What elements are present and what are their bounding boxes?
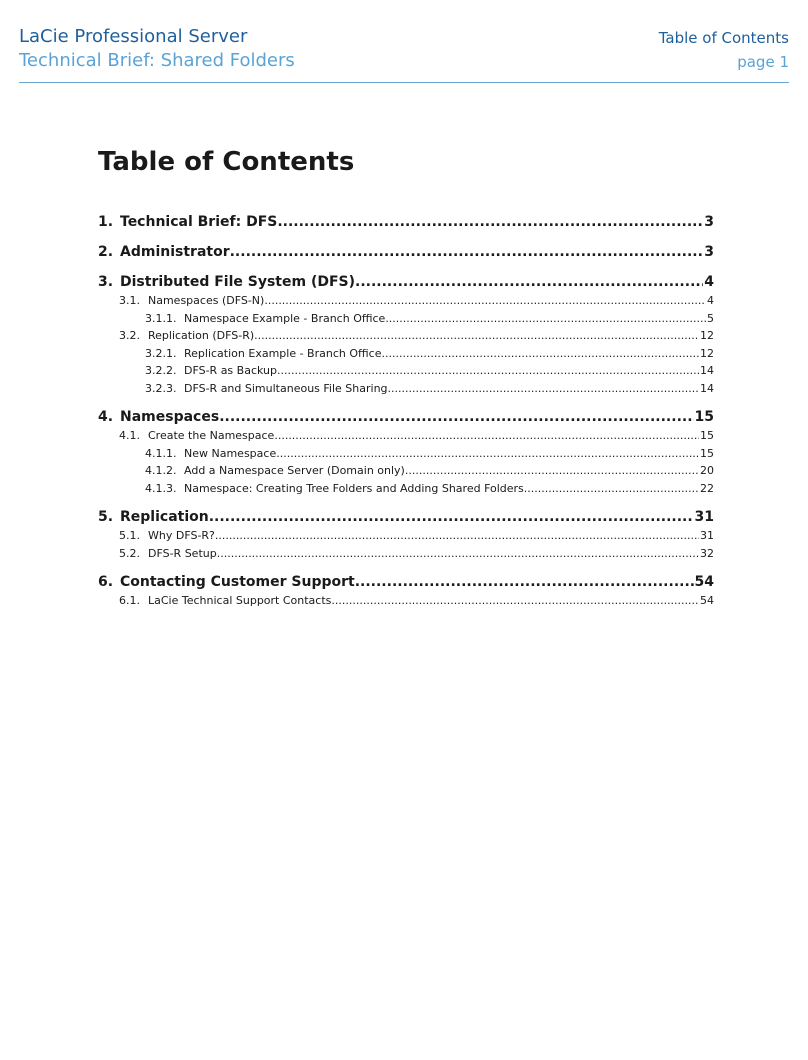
toc-entry-number: 6.1. xyxy=(119,594,140,607)
toc-entry-page: 15 xyxy=(694,409,714,425)
toc-dot-leader xyxy=(230,242,704,262)
toc-entry-number: 2. xyxy=(98,244,114,260)
toc-entry-title: DFS-R Setup xyxy=(148,546,217,560)
toc-entry-level-3[interactable] xyxy=(98,380,714,398)
toc-entry-level-2[interactable] xyxy=(98,427,714,445)
toc-entry-title: Distributed File System (DFS) xyxy=(120,274,356,290)
toc-entry-page: 32 xyxy=(700,546,714,560)
toc-entry-page: 15 xyxy=(700,446,714,460)
toc-entry-page: 12 xyxy=(700,346,714,360)
toc-entry-title: New Namespace xyxy=(184,446,277,460)
toc-entry-number: 3.2.3. xyxy=(145,381,177,395)
toc-entry-level-3[interactable] xyxy=(98,480,714,498)
toc-entry-level-1[interactable] xyxy=(98,242,714,262)
toc-entry-level-2[interactable] xyxy=(98,545,714,563)
toc-dot-leader xyxy=(215,527,699,545)
toc-entry-level-1[interactable] xyxy=(98,212,714,232)
toc-entry-number: 1. xyxy=(98,214,114,230)
toc-entry-number: 5.2. xyxy=(119,546,140,560)
toc-entry-title: Administrator xyxy=(120,244,230,260)
toc-dot-leader xyxy=(276,445,699,463)
toc-entry-number: 4.1.1. xyxy=(145,446,177,460)
toc-entry-level-1[interactable] xyxy=(98,407,714,427)
toc-entry-number: 5. xyxy=(98,509,114,525)
toc-entry-page: 20 xyxy=(700,464,714,477)
section-name: Table of Contents xyxy=(658,29,789,47)
toc-entry-page: 54 xyxy=(700,594,714,607)
toc-entry-number: 3.2.1. xyxy=(145,346,177,360)
toc-entry-number: 5.1. xyxy=(119,529,140,542)
toc-dot-leader xyxy=(388,380,699,398)
toc-dot-leader xyxy=(385,310,706,328)
toc-entry-number: 4.1.2. xyxy=(145,464,177,477)
toc-dot-leader xyxy=(277,362,699,380)
toc-entry-level-2[interactable] xyxy=(98,327,714,345)
toc-entry-title: Replication xyxy=(120,509,209,525)
toc-dot-leader xyxy=(217,545,699,563)
toc-dot-leader xyxy=(274,427,699,445)
toc-entry-page: 14 xyxy=(700,364,714,377)
toc-entry-page: 4 xyxy=(704,274,714,290)
toc-entry-level-3[interactable] xyxy=(98,310,714,328)
toc-entry-number: 4. xyxy=(98,409,114,425)
toc-dot-leader xyxy=(331,592,699,610)
toc-entry-page: 5 xyxy=(707,311,714,325)
toc-entry-page: 14 xyxy=(700,381,714,395)
toc-entry-page: 22 xyxy=(700,481,714,495)
toc-entry-level-3[interactable] xyxy=(98,362,714,380)
toc-entry-title: Add a Namespace Server (Domain only) xyxy=(184,464,405,477)
toc-entry-level-3[interactable] xyxy=(98,462,714,480)
toc-entry-title: Namespace Example - Branch Office xyxy=(184,311,386,325)
toc-entry-title: Replication Example - Branch Office xyxy=(184,346,382,360)
page-number: page 1 xyxy=(737,53,789,71)
toc-entry-level-3[interactable] xyxy=(98,445,714,463)
toc-entry-number: 6. xyxy=(98,574,114,590)
toc-entry-number: 3.1. xyxy=(119,294,140,307)
table-of-contents xyxy=(98,212,714,610)
toc-entry-number: 4.1. xyxy=(119,429,140,442)
toc-entry-page: 3 xyxy=(704,214,714,230)
toc-entry-page: 15 xyxy=(700,429,714,442)
toc-entry-level-2[interactable] xyxy=(98,592,714,610)
toc-entry-number: 3.2. xyxy=(119,329,140,342)
toc-dot-leader xyxy=(277,212,703,232)
toc-entry-level-1[interactable] xyxy=(98,507,714,527)
toc-entry-level-2[interactable] xyxy=(98,527,714,545)
toc-entry-title: Namespaces (DFS-N) xyxy=(148,294,265,307)
toc-dot-leader xyxy=(355,572,694,592)
toc-entry-page: 31 xyxy=(700,529,714,542)
toc-entry-page: 4 xyxy=(707,294,714,307)
toc-entry-number: 3.1.1. xyxy=(145,311,177,325)
toc-entry-title: Technical Brief: DFS xyxy=(120,214,278,230)
toc-entry-page: 12 xyxy=(700,329,714,342)
toc-entry-title: Namespace: Creating Tree Folders and Adding Shared Folders xyxy=(184,481,524,495)
toc-dot-leader xyxy=(209,507,694,527)
toc-entry-level-1[interactable] xyxy=(98,572,714,592)
page-title: Table of Contents xyxy=(98,147,355,177)
toc-entry-level-3[interactable] xyxy=(98,345,714,363)
toc-entry-number: 4.1.3. xyxy=(145,481,177,495)
toc-dot-leader xyxy=(524,480,699,498)
toc-entry-page: 31 xyxy=(694,509,714,525)
toc-dot-leader xyxy=(219,407,693,427)
toc-entry-number: 3.2.2. xyxy=(145,364,177,377)
toc-entry-title: DFS-R and Simultaneous File Sharing xyxy=(184,381,388,395)
toc-entry-level-2[interactable] xyxy=(98,292,714,310)
toc-dot-leader xyxy=(355,272,703,292)
toc-entry-title: LaCie Technical Support Contacts xyxy=(148,594,332,607)
toc-entry-title: Contacting Customer Support xyxy=(120,574,355,590)
toc-entry-title: Why DFS-R? xyxy=(148,529,215,542)
toc-entry-title: DFS-R as Backup xyxy=(184,364,277,377)
page-header xyxy=(19,26,789,83)
toc-entry-title: Namespaces xyxy=(120,409,220,425)
toc-entry-title: Create the Namespace xyxy=(148,429,275,442)
toc-entry-level-1[interactable] xyxy=(98,272,714,292)
toc-entry-number: 3. xyxy=(98,274,114,290)
toc-dot-leader xyxy=(254,327,699,345)
document-title: Technical Brief: Shared Folders xyxy=(19,50,295,71)
toc-entry-page: 3 xyxy=(704,244,714,260)
toc-entry-title: Replication (DFS-R) xyxy=(148,329,255,342)
toc-entry-page: 54 xyxy=(694,574,714,590)
toc-dot-leader xyxy=(381,345,699,363)
toc-dot-leader xyxy=(264,292,706,310)
product-name: LaCie Professional Server xyxy=(19,26,248,47)
toc-dot-leader xyxy=(405,462,699,480)
